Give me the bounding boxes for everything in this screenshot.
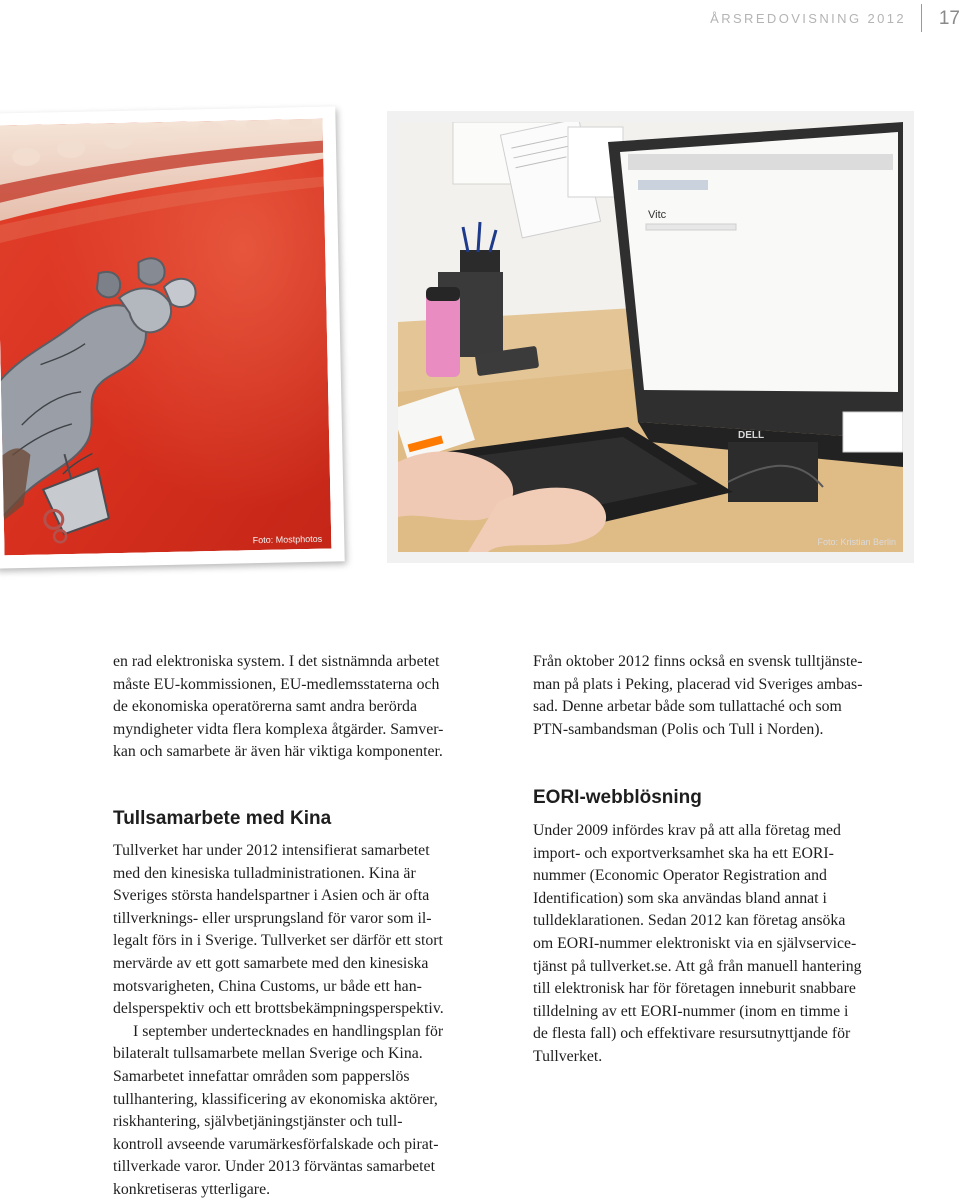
report-title: ÅRSREDOVISNING 2012 [710,11,906,26]
text-line: tilldelning av ett EORI-nummer (inom en timme i [533,1002,849,1020]
text-line: de flesta fall) och effektivare resursutnyttjande för [533,1025,851,1043]
text-line: tillverknings- eller ursprungsland för varor som il- [113,909,432,927]
text-line: till elektronisk har för företagen inneburit snabbare [533,980,856,998]
text-line: myndigheter vidta flera komplexa åtgärder. Samver- [113,720,444,738]
text-line: motsvarigheten, China Customs, ur både ett han- [113,977,422,995]
text-line: kontroll avseende varumärkesförfalskade och pirat- [113,1135,439,1153]
text-line: sad. Denne arbetar både som tullattaché och som [533,698,842,716]
text-line: Samarbetet innefattar områden som papperslös [113,1067,410,1085]
svg-text:DELL: DELL [738,430,765,441]
text-line: en rad elektroniska system. I det sistnämnda arbetet [113,653,440,670]
text-line: om EORI-nummer elektroniskt via en självservice- [533,934,857,952]
text-line: kan och samarbete är även här viktiga komponenter. [113,743,443,761]
svg-text:Vitc: Vitc [648,209,667,221]
dragon-photo [0,119,331,556]
section-heading-kina: Tullsamarbete med Kina [113,808,332,829]
text-line: Identification) som ska användas bland annat i [533,889,827,907]
text-line: tullhantering, klassificering av ekonomiska aktörer, [113,1090,438,1108]
text-line: import- och exportverksamhet ska ha ett EORI- [533,844,834,862]
text-line: tillverkade varor. Under 2013 förväntas samarbetet [113,1158,435,1176]
text-line: legalt förs in i Sverige. Tullverket ser därför ett stort [113,932,443,950]
text-line: man på plats i Peking, placerad vid Sveriges ambas- [533,675,863,693]
text-line: med den kinesiska tulladministrationen. Kina är [113,864,416,882]
right-intro-paragraph [533,651,919,741]
text-line: tjänst på tullverket.se. Att gå från manuell hantering [533,957,862,975]
text-line: Sveriges största handelspartner i Asien och är ofta [113,887,430,905]
desk-photo [398,122,903,552]
text-line: mervärde av ett gott samarbete med den kinesiska [113,954,429,972]
kina-body [113,840,498,1202]
text-line: Tullverket. [533,1047,603,1065]
text-line: Under 2009 infördes krav på att alla företag med [533,822,841,839]
text-line: de ekonomiska operatörerna samt andra berörda [113,698,417,716]
page-header [660,0,960,40]
text-line: Från oktober 2012 finns också en svensk tulltjänste- [533,653,863,670]
text-line: I september undertecknades en handlingsplan för [133,1022,444,1040]
photo-credit-right: Foto: Kristian Berlin [817,537,896,547]
text-line: PTN-sambandsman (Polis och Tull i Norden). [533,720,824,738]
left-intro-paragraph [113,651,495,764]
text-line: konkretiseras ytterligare. [113,1180,271,1198]
text-line: delsperspektiv och ett brottsbekämpningsperspektiv. [113,1000,444,1018]
photo-desk-frame [387,111,914,563]
page-number: 17 [938,8,960,29]
text-line: tulldeklarationen. Sedan 2012 kan företag ansöka [533,912,846,930]
text-line: bilateralt tullsamarbete mellan Sverige och Kina. [113,1045,423,1063]
text-line: Tullverket har under 2012 intensifierat samarbetet [113,842,430,859]
header-divider [921,4,922,32]
text-line: nummer (Economic Operator Registration and [533,867,827,885]
photo-dragon-frame [0,106,345,568]
text-line: måste EU-kommissionen, EU-medlemsstaterna och [113,675,440,693]
section-heading-eori: EORI-webblösning [533,787,702,808]
text-line: riskhantering, självbetjäningstjänster och tull- [113,1113,403,1131]
photo-credit-left: Foto: Mostphotos [252,533,323,546]
eori-body [533,820,919,1069]
